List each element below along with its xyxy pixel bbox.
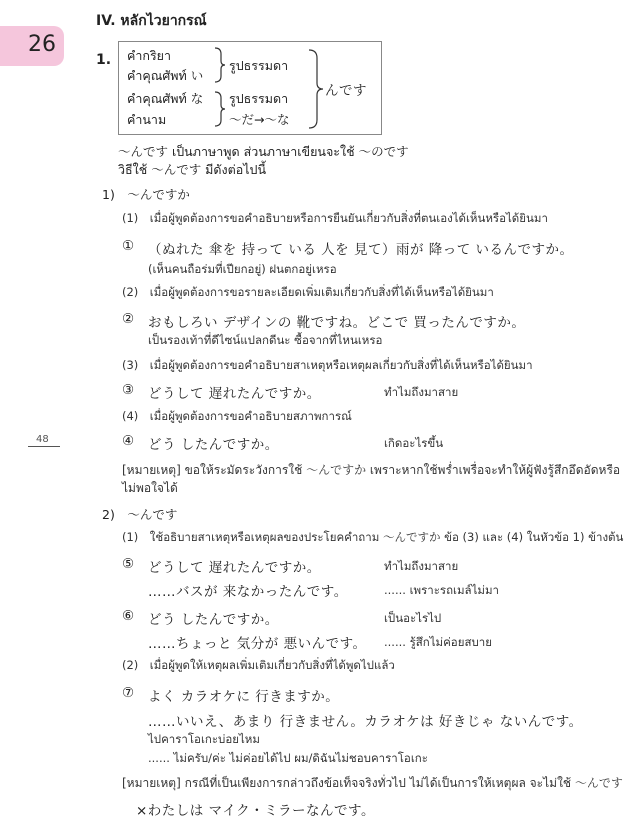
ex7-answer: ……いいえ、あまり 行きません。カラオケは 好きじゃ ないんです。	[148, 714, 583, 730]
wrong-example: ×わたしは マイク・ミラーなんです。	[136, 803, 375, 819]
brace-large	[307, 48, 325, 130]
page-number: 48	[28, 434, 60, 447]
ex1-number: ①	[122, 238, 135, 254]
ex7-question: よく カラオケに 行きますか。	[148, 689, 340, 705]
table-noun: คำนาม	[127, 112, 167, 127]
table-verb: คำกริยา	[127, 48, 172, 63]
ex4-sentence: どう したんですか。	[148, 437, 279, 453]
ex3-translation: ทำไมถึงมาสาย	[384, 385, 459, 399]
sub2-heading: 2) ～んです	[102, 507, 178, 522]
ex7-number: ⑦	[122, 685, 135, 701]
sub1-case3: (3) เมื่อผู้พูดต้องการขอคำอธิบายสาเหตุหรือเหตุผลเกี่ยวกับสิ่งที่ได้เห็นหรือได้ยินมา	[122, 358, 533, 372]
table-result: んです	[325, 83, 367, 99]
ex3-sentence: どうして 遅れたんですか。	[148, 386, 321, 402]
ex5-number: ⑤	[122, 556, 135, 572]
ex2-sentence: おもしろい デザインの 靴ですね。どこで 買ったんですか。	[148, 315, 526, 331]
sub1-remark-line1: [หมายเหตุ] ขอให้ระมัดระวังการใช้ ～んですか เพราะหากใช้พร่ำเพรื่อจะทำให้ผู้ฟังรู้สึกอึดอัดหรือ	[122, 463, 621, 477]
ex4-number: ④	[122, 433, 135, 449]
ex6-answer-translation: ...... รู้สึกไม่ค่อยสบาย	[384, 635, 492, 649]
sub1-case2: (2) เมื่อผู้พูดต้องการขอรายละเอียดเพิ่มเติมเกี่ยวกับสิ่งที่ได้เห็นหรือได้ยินมา	[122, 285, 494, 299]
item1-number: 1.	[96, 52, 112, 68]
ex2-translation: เป็นรองเท้าที่ดีไซน์แปลกดีนะ ซื้อจากที่ไหนเหรอ	[148, 333, 383, 347]
lesson-number: 26	[28, 32, 56, 57]
sub1-case1: (1) เมื่อผู้พูดต้องการขอคำอธิบายหรือการยืนยันเกี่ยวกับสิ่งที่ตนเองได้เห็นหรือได้ยินมา	[122, 211, 548, 225]
lesson-badge	[0, 26, 64, 66]
brace-small-2	[213, 90, 227, 128]
brace-small-1	[213, 46, 227, 84]
sub1-remark-line2: ไม่พอใจได้	[122, 481, 178, 495]
ex5-question-translation: ทำไมถึงมาสาย	[384, 559, 459, 573]
ex7-translation-1: ไปคาราโอเกะบ่อยไหม	[148, 732, 260, 746]
ex5-answer: ……バスが 来なかったんです。	[148, 584, 348, 600]
sub1-case4: (4) เมื่อผู้พูดต้องการขอคำอธิบายสภาพการณ์	[122, 409, 352, 423]
ex5-answer-translation: ...... เพราะรถเมล์ไม่มา	[384, 583, 500, 597]
ex4-translation: เกิดอะไรขึ้น	[384, 436, 444, 450]
sub1-heading: 1) ～んですか	[102, 187, 190, 202]
table-form2: รูปธรรมดา	[229, 91, 289, 106]
ex1-translation: (เห็นคนถือร่มที่เปียกอยู่) ฝนตกอยู่เหรอ	[148, 262, 337, 276]
sub2-remark: [หมายเหตุ] กรณีที่เป็นเพียงการกล่าวถึงข้อเท็จจริงทั่วไป ไม่ได้เป็นการให้เหตุผล จะไม่ใช้ ～んです	[122, 776, 623, 790]
grammar-table	[118, 41, 382, 135]
ex2-number: ②	[122, 311, 135, 327]
ex3-number: ③	[122, 382, 135, 398]
table-na-adj: คำคุณศัพท์ な	[127, 91, 204, 106]
sub2-case2: (2) เมื่อผู้พูดให้เหตุผลเพิ่มเติมเกี่ยวกับสิ่งที่ได้พูดไปแล้ว	[122, 658, 395, 672]
ex7-translation-2: ...... ไม่ครับ/ค่ะ ไม่ค่อยได้ไป ผม/ดิฉันไม่ชอบคาราโอเกะ	[148, 751, 428, 765]
ex1-sentence: （ぬれた 傘を 持って いる 人を 見て）雨が 降って いるんですか。	[148, 242, 574, 258]
sub2-case1: (1) ใช้อธิบายสาเหตุหรือเหตุผลของประโยคคำถาม ～んですか ข้อ (3) และ (4) ในหัวข้อ 1) ข้างต้น	[122, 530, 624, 544]
ex6-number: ⑥	[122, 608, 135, 624]
ex6-question-translation: เป็นอะไรไป	[384, 611, 442, 625]
section-title: IV. หลักไวยากรณ์	[96, 13, 207, 29]
ex6-question: どう したんですか。	[148, 612, 279, 628]
ex6-answer: ……ちょっと 気分が 悪いんです。	[148, 636, 367, 652]
item1-note1: ～んです เป็นภาษาพูด ส่วนภาษาเขียนจะใช้ ～のです	[118, 144, 409, 159]
table-form2b: ～だ→～な	[229, 112, 290, 127]
item1-note2: วิธีใช้ ～んです มีดังต่อไปนี้	[118, 162, 267, 177]
table-i-adj: คำคุณศัพท์ い	[127, 68, 204, 83]
table-form1: รูปธรรมดา	[229, 58, 289, 73]
ex5-question: どうして 遅れたんですか。	[148, 560, 321, 576]
